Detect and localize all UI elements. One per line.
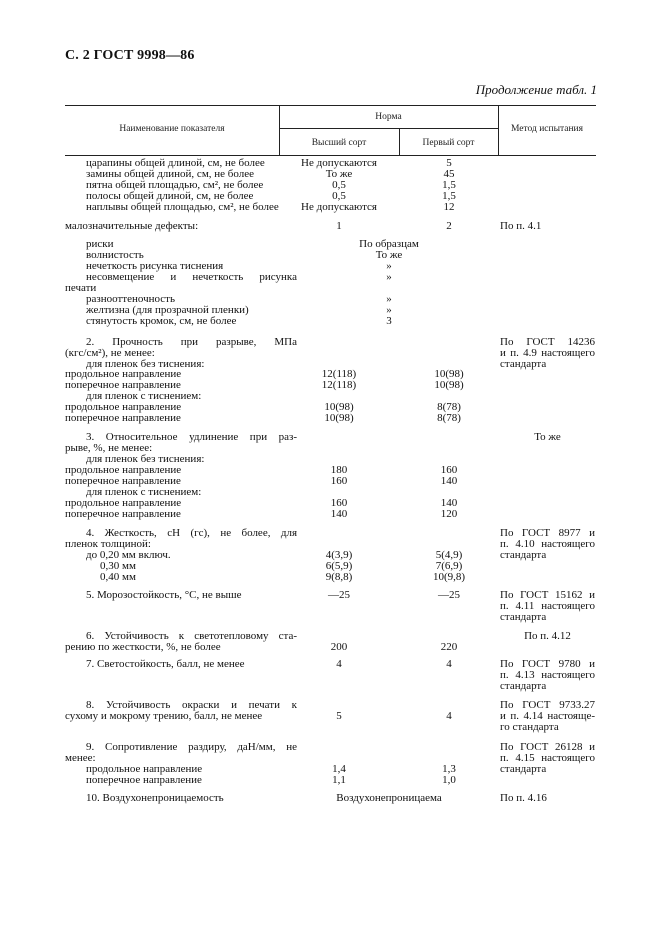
norm-value: » xyxy=(386,304,392,316)
row-name: 2. Прочность при разрыве, МПа xyxy=(86,336,297,348)
top-grade-value: 10(98) xyxy=(324,412,354,424)
test-method: стандарта xyxy=(500,549,547,561)
column-header-name: Наименование показателя xyxy=(119,124,225,134)
first-grade-value: 120 xyxy=(440,508,458,520)
header-bottom-border xyxy=(65,155,596,156)
first-grade-value: 2 xyxy=(446,220,452,232)
first-grade-value: —25 xyxy=(438,589,460,601)
test-method: По ГОСТ 8977 и xyxy=(500,527,595,539)
first-grade-value: 7(6,9) xyxy=(435,560,463,572)
first-grade-value: 10(9,8) xyxy=(432,571,466,583)
first-grade-value: 1,5 xyxy=(442,179,456,191)
test-method: го стандарта xyxy=(500,721,559,733)
norm-value: То же xyxy=(375,249,403,261)
row-name: малозначительные дефекты: xyxy=(65,220,199,232)
row-name: 10. Воздухонепроницаемость xyxy=(86,792,224,804)
row-name: 7. Светостойкость, балл, не менее xyxy=(86,658,245,670)
row-name: печати xyxy=(65,282,97,294)
top-grade-value: 10(98) xyxy=(324,401,354,413)
top-grade-value: 1,4 xyxy=(332,763,346,775)
page-header: С. 2 ГОСТ 9998—86 xyxy=(65,48,195,63)
top-grade-value: 12(118) xyxy=(321,368,357,380)
top-grade-value: 160 xyxy=(330,497,348,509)
first-grade-value: 1,5 xyxy=(442,190,456,202)
row-name: до 0,20 мм включ. xyxy=(86,549,171,561)
first-grade-value: 5(4,9) xyxy=(435,549,463,561)
row-name: наплывы общей площадью, см², не более xyxy=(86,201,279,213)
table-row xyxy=(0,571,661,583)
test-method: и п. 4.14 настояще- xyxy=(500,710,595,722)
first-grade-value: 4 xyxy=(446,710,452,722)
row-name: волнистость xyxy=(86,249,144,261)
top-grade-value: 0,5 xyxy=(332,179,346,191)
top-grade-value: 180 xyxy=(330,464,348,476)
row-name: продольное направление xyxy=(65,497,182,509)
top-grade-value: 9(8,8) xyxy=(325,571,353,583)
row-name: 0,40 мм xyxy=(100,571,136,583)
top-grade-value: 200 xyxy=(330,641,348,653)
row-name: нечеткость рисунка тиснения xyxy=(86,260,224,272)
column-header-first-grade: Первый сорт xyxy=(422,138,475,148)
row-name: продольное направление xyxy=(65,401,182,413)
row-name: поперечное направление xyxy=(65,508,181,520)
first-grade-value: 8(78) xyxy=(437,412,461,424)
row-name: для пленок с тиснением: xyxy=(86,390,202,402)
table-row xyxy=(0,201,661,213)
table-row xyxy=(0,774,661,786)
table-top-border xyxy=(65,105,596,106)
top-grade-value: То же xyxy=(325,168,353,180)
first-grade-value: 10(98) xyxy=(434,368,464,380)
top-grade-value: 4(3,9) xyxy=(325,549,353,561)
row-name: продольное направление xyxy=(86,763,203,775)
row-name: поперечное направление xyxy=(65,412,181,424)
norm-value: » xyxy=(386,271,392,283)
column-header-norm: Норма xyxy=(375,112,402,122)
row-name: 8. Устойчивость окраски и печати к xyxy=(86,699,297,711)
norm-value: » xyxy=(386,260,392,272)
column-header-method: Метод испытания xyxy=(510,124,584,134)
test-method: По ГОСТ 15162 и xyxy=(500,589,595,601)
test-method: п. 4.11 настоящего xyxy=(500,600,595,612)
first-grade-value: 140 xyxy=(440,475,458,487)
test-method: По ГОСТ 9780 и xyxy=(500,658,595,670)
first-grade-value: 1,0 xyxy=(442,774,456,786)
row-name: менее: xyxy=(65,752,96,764)
row-name: для пленок без тиснения: xyxy=(86,358,205,370)
row-name: 3. Относительное удлинение при раз- xyxy=(86,431,297,443)
top-grade-value: —25 xyxy=(328,589,350,601)
test-method: По ГОСТ 26128 и xyxy=(500,741,595,753)
row-name: поперечное направление xyxy=(86,774,202,786)
row-name: сухому и мокрому трению, балл, не менее xyxy=(65,710,263,722)
table-row xyxy=(0,792,661,804)
test-method: По ГОСТ 9733.27 xyxy=(500,699,595,711)
table-row xyxy=(0,220,661,232)
test-method: п. 4.15 настоящего xyxy=(500,752,595,764)
top-grade-value: 6(5,9) xyxy=(325,560,353,572)
row-name: поперечное направление xyxy=(65,475,181,487)
test-method: стандарта xyxy=(500,611,547,623)
test-method: По п. 4.1 xyxy=(500,220,542,232)
test-method: п. 4.13 настоящего xyxy=(500,669,595,681)
row-name: (кгс/см²), не менее: xyxy=(65,347,155,359)
top-grade-value: 160 xyxy=(330,475,348,487)
norm-value: По образцам xyxy=(359,238,419,250)
row-name: рению по жесткости, %, не более xyxy=(65,641,221,653)
table-row xyxy=(0,721,661,733)
first-grade-value: 140 xyxy=(440,497,458,509)
test-method: То же xyxy=(534,431,561,443)
test-method: По п. 4.12 xyxy=(524,630,571,642)
table-continuation-label: Продолжение табл. 1 xyxy=(475,82,597,97)
row-name: пленок толщиной: xyxy=(65,538,151,550)
row-name: желтизна (для прозрачной пленки) xyxy=(86,304,249,316)
test-method: п. 4.10 настоящего xyxy=(500,538,595,550)
test-method: и п. 4.9 настоящего xyxy=(500,347,595,359)
table-row xyxy=(0,508,661,520)
test-method: По п. 4.16 xyxy=(500,792,547,804)
row-name: продольное направление xyxy=(65,368,182,380)
table-row xyxy=(0,611,661,623)
first-grade-value: 8(78) xyxy=(437,401,461,413)
top-grade-value: 0,5 xyxy=(332,190,346,202)
top-grade-value: 4 xyxy=(336,658,342,670)
norm-value: 3 xyxy=(386,315,392,327)
row-name: риски xyxy=(86,238,114,250)
row-name: замины общей длиной, см, не более xyxy=(86,168,255,180)
norm-value: » xyxy=(386,293,392,305)
first-grade-value: 160 xyxy=(440,464,458,476)
top-grade-value: 1,1 xyxy=(332,774,346,786)
top-grade-value: Не допускаются xyxy=(301,201,377,213)
table-row xyxy=(0,680,661,692)
row-name: для пленок с тиснением: xyxy=(86,486,202,498)
top-grade-value: 12(118) xyxy=(321,379,357,391)
first-grade-value: 45 xyxy=(443,168,455,180)
row-name: рыве, %, не менее: xyxy=(65,442,153,454)
table-row xyxy=(0,412,661,424)
first-grade-value: 12 xyxy=(443,201,455,213)
first-grade-value: 4 xyxy=(446,658,452,670)
column-header-top-grade: Высший сорт xyxy=(311,138,367,148)
row-name: царапины общей длиной, см, не более xyxy=(86,157,265,169)
test-method: стандарта xyxy=(500,358,547,370)
first-grade-value: 10(98) xyxy=(434,379,464,391)
top-grade-value: 5 xyxy=(336,710,342,722)
row-name: 4. Жесткость, сН (гс), не более, для xyxy=(86,527,297,539)
row-name: несовмещение и нечеткость рисунка xyxy=(86,271,297,283)
row-name: поперечное направление xyxy=(65,379,181,391)
first-grade-value: 5 xyxy=(446,157,452,169)
row-name: продольное направление xyxy=(65,464,182,476)
row-name: 0,30 мм xyxy=(100,560,136,572)
test-method: стандарта xyxy=(500,763,547,775)
row-name: пятна общей площадью, см², не более xyxy=(86,179,264,191)
first-grade-value: 220 xyxy=(440,641,458,653)
norm-divider xyxy=(279,128,498,129)
row-name: 6. Устойчивость к светотепловому ста- xyxy=(86,630,297,642)
top-grade-value: 1 xyxy=(336,220,342,232)
row-name: стянутость кромок, см, не более xyxy=(86,315,237,327)
row-name: разнооттеночность xyxy=(86,293,175,305)
table-row xyxy=(0,315,661,327)
row-name: полосы общей длиной, см, не более xyxy=(86,190,254,202)
row-name: 5. Морозостойкость, °С, не выше xyxy=(86,589,242,601)
top-grade-value: Не допускаются xyxy=(301,157,377,169)
test-method: По ГОСТ 14236 xyxy=(500,336,595,348)
first-grade-value: 1,3 xyxy=(442,763,456,775)
test-method: стандарта xyxy=(500,680,547,692)
norm-value: Воздухонепроницаема xyxy=(336,792,442,804)
top-grade-value: 140 xyxy=(330,508,348,520)
row-name: для пленок без тиснения: xyxy=(86,453,205,465)
row-name: 9. Сопротивление раздиру, даН/мм, не xyxy=(86,741,297,753)
table-row xyxy=(0,641,661,653)
